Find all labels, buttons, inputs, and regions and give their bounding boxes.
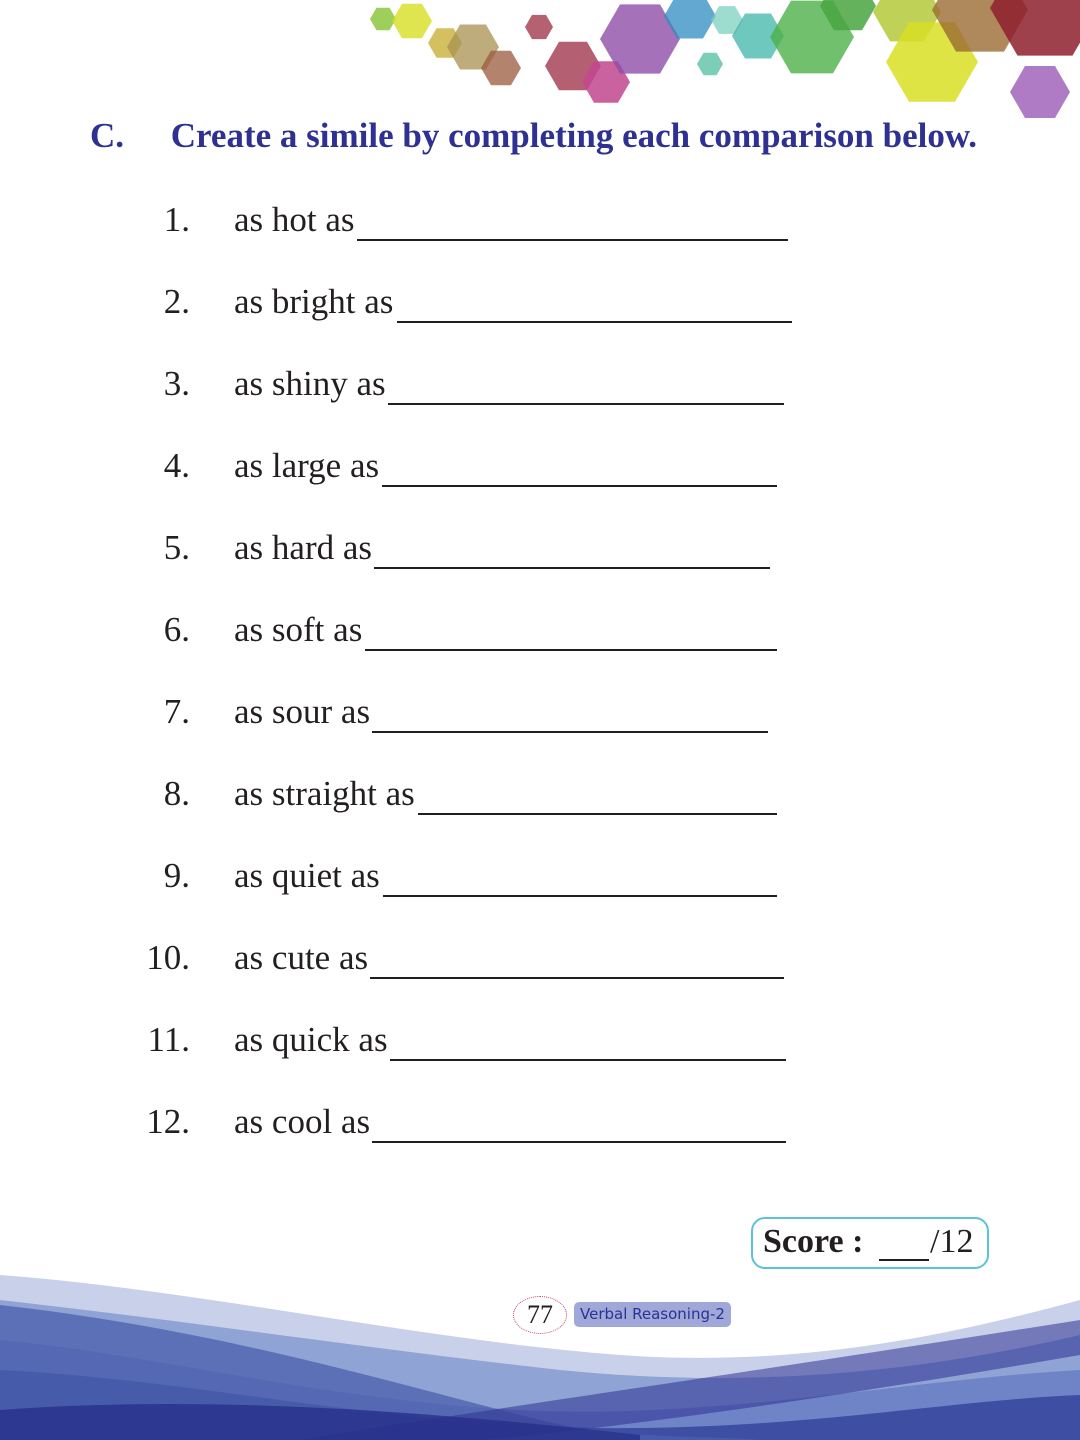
item-number: 5. (163, 528, 190, 567)
item-number: 11. (147, 1020, 190, 1059)
item-number: 7. (163, 692, 190, 731)
hexagon-shape (392, 4, 432, 39)
answer-blank[interactable] (372, 1141, 786, 1143)
item-prompt: as quick as (234, 1020, 388, 1059)
exercise-item (0, 774, 1080, 824)
item-number: 2. (163, 282, 190, 321)
exercise-item (0, 1102, 1080, 1152)
answer-blank[interactable] (374, 567, 770, 569)
score-total: /12 (930, 1223, 974, 1260)
item-prompt: as soft as (234, 610, 363, 649)
exercise-item (0, 282, 1080, 332)
item-number: 6. (163, 610, 190, 649)
section-instruction: Create a simile by completing each comparison below. (170, 116, 977, 155)
hexagon-shape (1010, 66, 1070, 118)
answer-blank[interactable] (357, 239, 788, 241)
answer-blank[interactable] (397, 321, 792, 323)
score-box (751, 1217, 989, 1269)
item-number: 9. (163, 856, 190, 895)
item-prompt: as cute as (234, 938, 369, 977)
item-number: 1. (163, 200, 190, 239)
exercise-item (0, 446, 1080, 496)
hexagon-banner-decoration (0, 0, 1080, 130)
exercise-item (0, 364, 1080, 414)
answer-blank[interactable] (388, 403, 784, 405)
hexagon-shape (370, 8, 396, 31)
exercise-item (0, 610, 1080, 660)
item-number: 10. (146, 938, 190, 977)
exercise-item (0, 1020, 1080, 1070)
item-prompt: as cool as (234, 1102, 371, 1141)
exercise-item (0, 692, 1080, 742)
item-prompt: as hard as (234, 528, 373, 567)
item-number: 3. (163, 364, 190, 403)
item-prompt: as quiet as (234, 856, 380, 895)
hexagon-shape (697, 53, 723, 76)
exercise-item (0, 528, 1080, 578)
section-heading (90, 116, 977, 156)
item-number: 8. (163, 774, 190, 813)
item-prompt: as large as (234, 446, 380, 485)
item-number: 12. (146, 1102, 190, 1141)
answer-blank[interactable] (382, 485, 777, 487)
answer-blank[interactable] (372, 731, 768, 733)
page-number: 77 (513, 1296, 567, 1334)
answer-blank[interactable] (390, 1059, 786, 1061)
item-prompt: as bright as (234, 282, 394, 321)
score-label: Score : (763, 1223, 864, 1260)
answer-blank[interactable] (383, 895, 777, 897)
answer-blank[interactable] (365, 649, 777, 651)
exercise-item (0, 200, 1080, 250)
item-number: 4. (163, 446, 190, 485)
item-prompt: as shiny as (234, 364, 386, 403)
answer-blank[interactable] (370, 977, 784, 979)
wave-footer-decoration (0, 1260, 1080, 1440)
item-prompt: as straight as (234, 774, 415, 813)
hexagon-shape (525, 15, 553, 39)
score-blank[interactable] (879, 1259, 929, 1261)
exercise-item (0, 856, 1080, 906)
section-letter: C. (90, 116, 125, 155)
item-prompt: as hot as (234, 200, 355, 239)
book-title: Verbal Reasoning-2 (574, 1302, 731, 1327)
exercise-item (0, 938, 1080, 988)
item-prompt: as sour as (234, 692, 371, 731)
answer-blank[interactable] (418, 813, 777, 815)
